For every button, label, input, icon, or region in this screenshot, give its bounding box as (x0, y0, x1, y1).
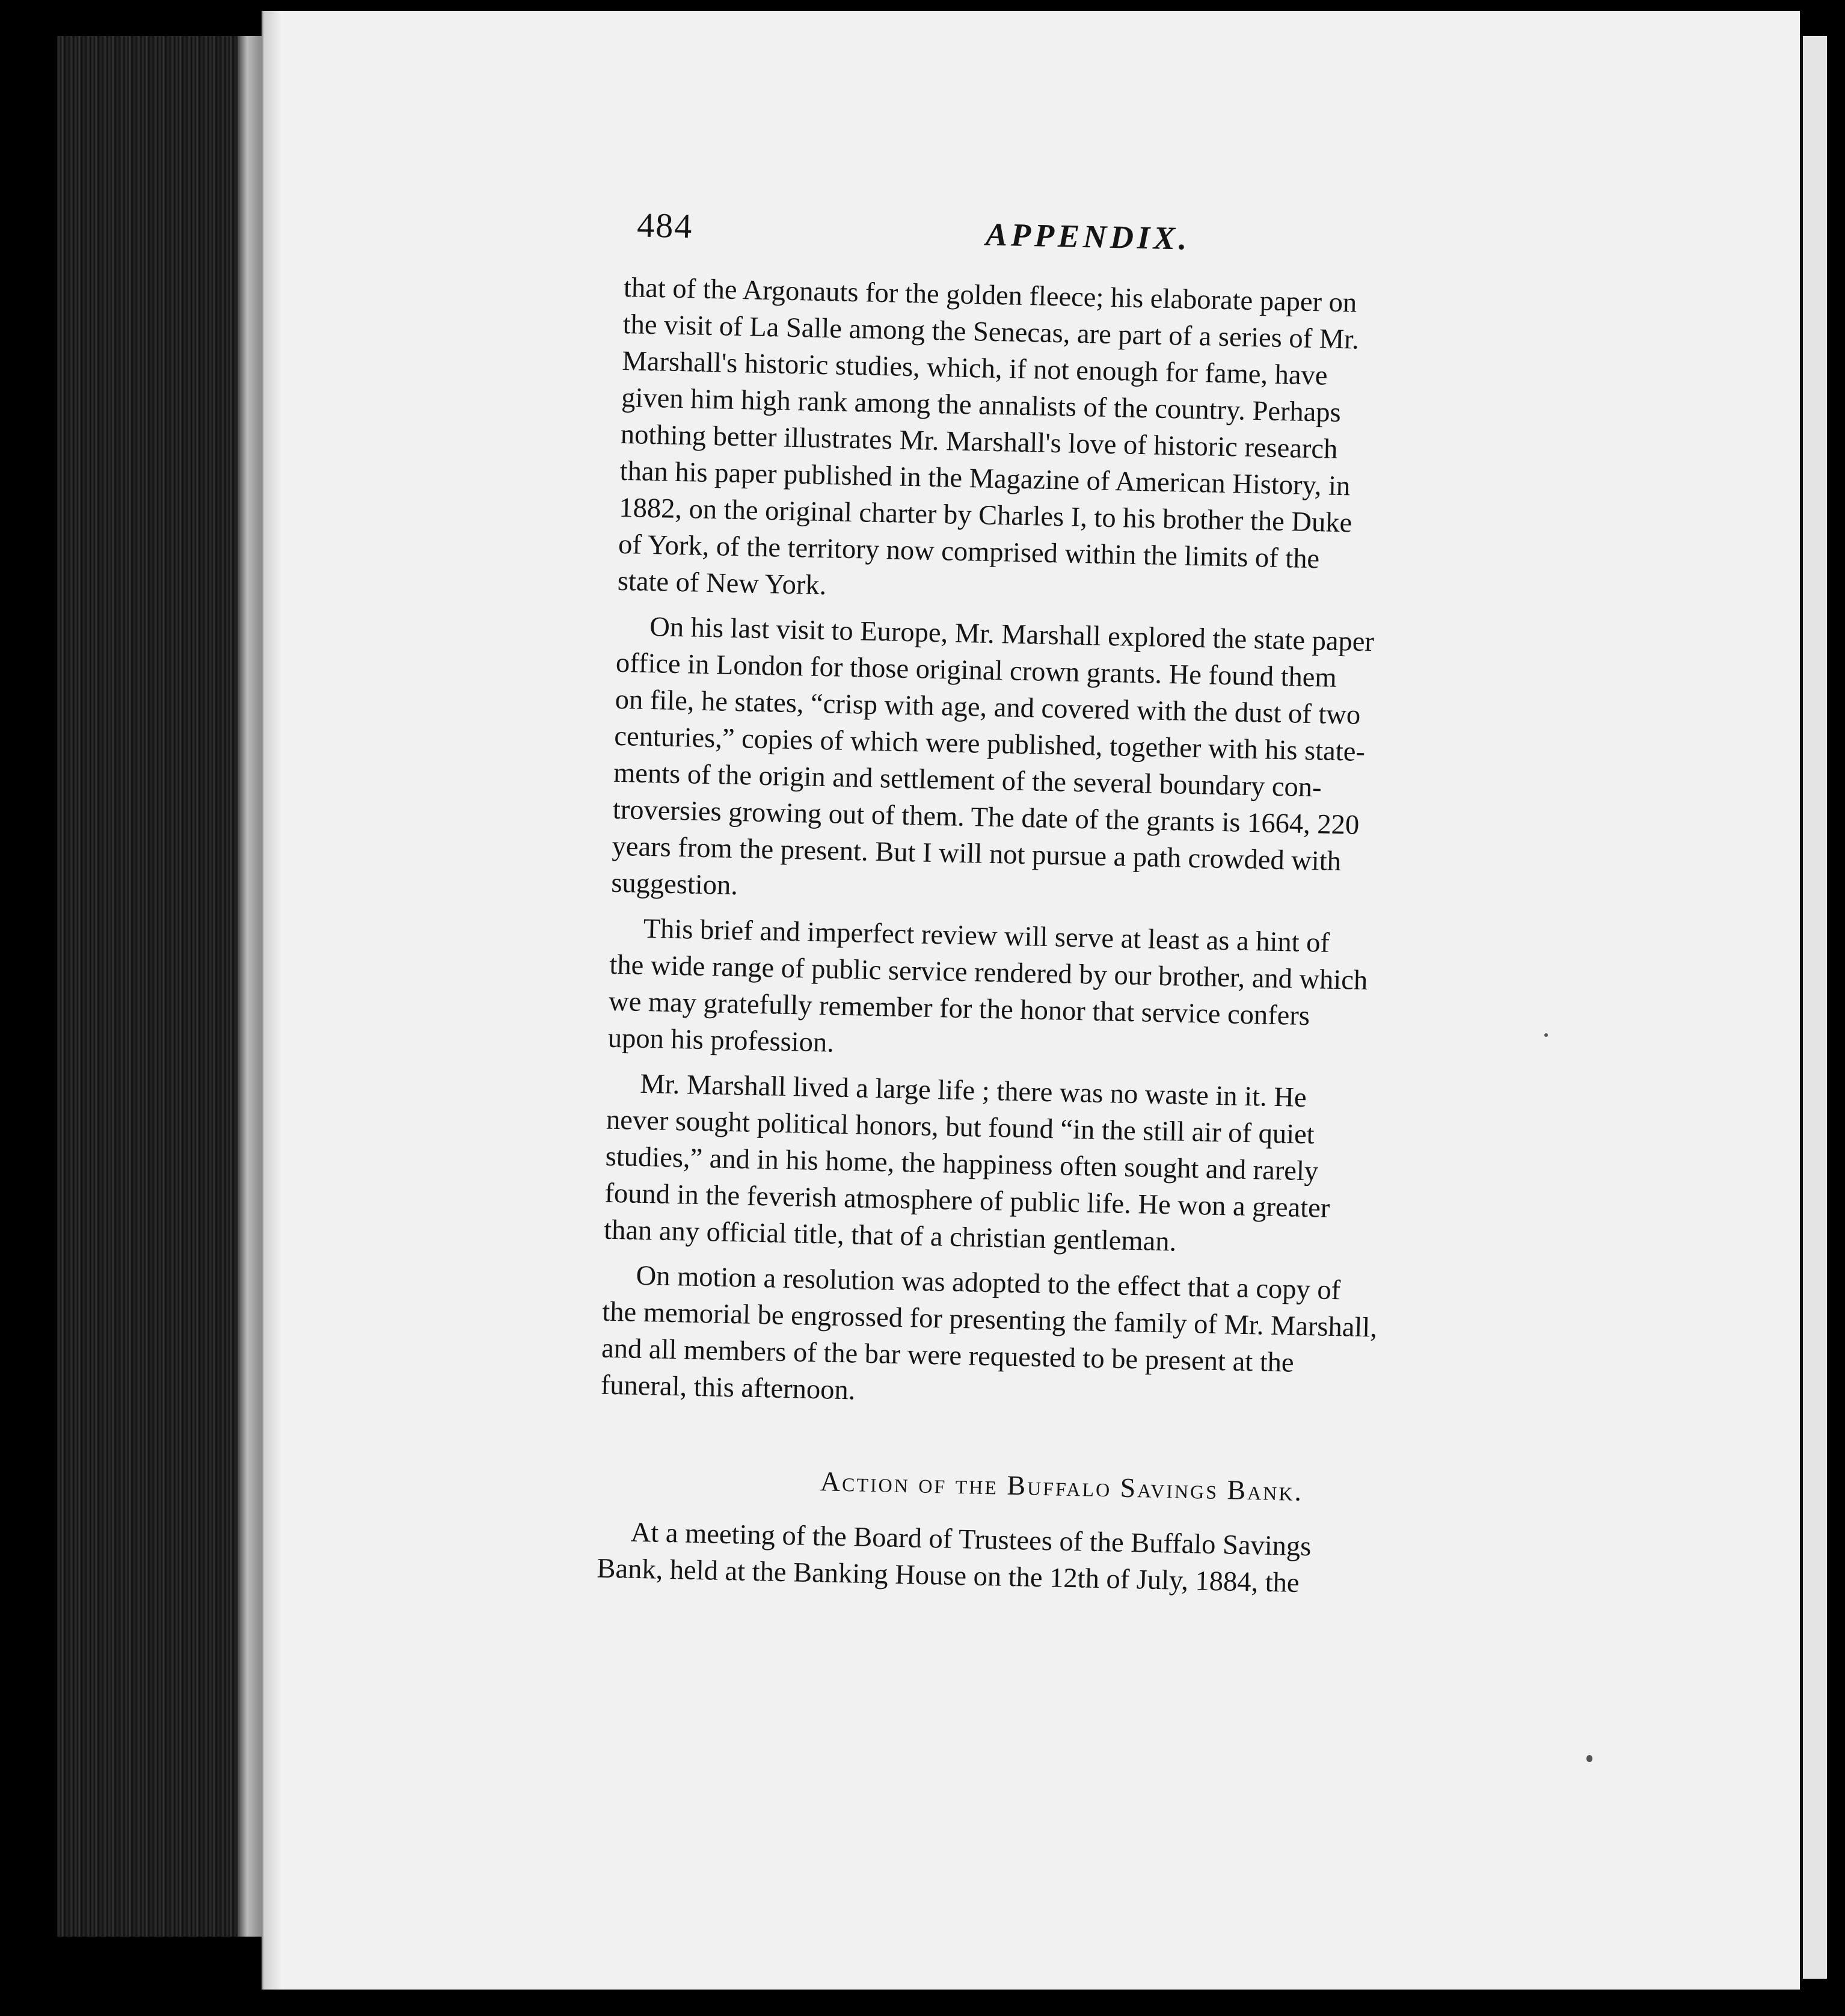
text-line: nothing better illustrates Mr. Marshall's love of historic research (620, 419, 1338, 465)
text-line: This brief and imperfect review will serve at least as a hint of (643, 913, 1330, 959)
text-line: Bank, held at the Banking House on the 12th of July, 1884, the (596, 1553, 1300, 1599)
text-line: the memorial be engrossed for presenting the family of Mr. Marshall, (601, 1296, 1378, 1344)
text-line: suggestion. (610, 867, 738, 902)
paragraph-final (597, 1514, 1524, 1606)
text-line: and all members of the bar were requested to be present at the (601, 1333, 1295, 1378)
text-line: studies,” and in his home, the happiness often sought and rarely (605, 1141, 1319, 1187)
text-line: that of the Argonauts for the golden fleece; his elaborate paper on (623, 272, 1357, 319)
text-line: upon his profession. (607, 1022, 835, 1059)
text-line: years from the present. But I will not pursue a path crowded with (612, 831, 1342, 877)
text-line: funeral, this afternoon. (600, 1369, 856, 1406)
text-line: Mr. Marshall lived a large life ; there was no waste in it. He (639, 1068, 1307, 1114)
paragraph-1 (617, 269, 1550, 619)
text-line: we may gratefully remember for the honor that service confers (608, 986, 1310, 1032)
paragraph-3 (607, 910, 1536, 1076)
paragraph-2 (611, 608, 1543, 921)
text-line: office in London for those original crown grants. He found them (615, 647, 1337, 693)
text-line: At a meeting of the Board of Trustees of the Buffalo Savings (630, 1517, 1312, 1563)
text-line: on file, he states, “crisp with age, and covered with the dust of two (615, 684, 1361, 731)
running-title: APPENDIX. (985, 216, 1191, 257)
book-page-edges (57, 36, 241, 1937)
text-line: given him high rank among the annalists of the country. Perhaps (621, 382, 1342, 428)
text-line: troversies growing out of them. The date of the grants is 1664, 220 (612, 794, 1360, 841)
text-line: On his last visit to Europe, Mr. Marshall explored the state paper (649, 612, 1375, 658)
text-line: On motion a resolution was adopted to the effect that a copy of (636, 1260, 1341, 1306)
text-line: found in the feverish atmosphere of public life. He won a greater (604, 1178, 1330, 1224)
ink-speck (1586, 1755, 1592, 1762)
text-line: centuries,” copies of which were published, together with his state- (613, 721, 1366, 767)
text-line: state of New York. (617, 565, 827, 601)
section-heading: Action of the Buffalo Savings Bank. (820, 1466, 1304, 1507)
text-line: Marshall's historic studies, which, if not enough for fame, have (622, 345, 1328, 392)
text-line: 1882, on the original charter by Charles I, to his brother the Duke (618, 492, 1352, 539)
next-page-edge (1800, 36, 1827, 1979)
page-text (597, 204, 1552, 1615)
page-number: 484 (636, 205, 693, 246)
text-line: the visit of La Salle among the Senecas, are part of a series of Mr. (622, 309, 1360, 355)
text-line: of York, of the territory now comprised within the limits of the (618, 529, 1320, 575)
text-line: the wide range of public service rendered by our brother, and which (609, 949, 1368, 997)
text-line: ments of the origin and settlement of the several boundary con- (613, 757, 1322, 804)
paragraph-5 (600, 1257, 1529, 1423)
text-line: than his paper published in the Magazine of American History, in (619, 455, 1351, 502)
ink-speck (1544, 1033, 1548, 1037)
text-line: never sought political honors, but found “in the still air of quiet (606, 1104, 1315, 1151)
paragraph-4 (604, 1065, 1533, 1268)
text-line: than any official title, that of a christian gentleman. (603, 1214, 1177, 1258)
